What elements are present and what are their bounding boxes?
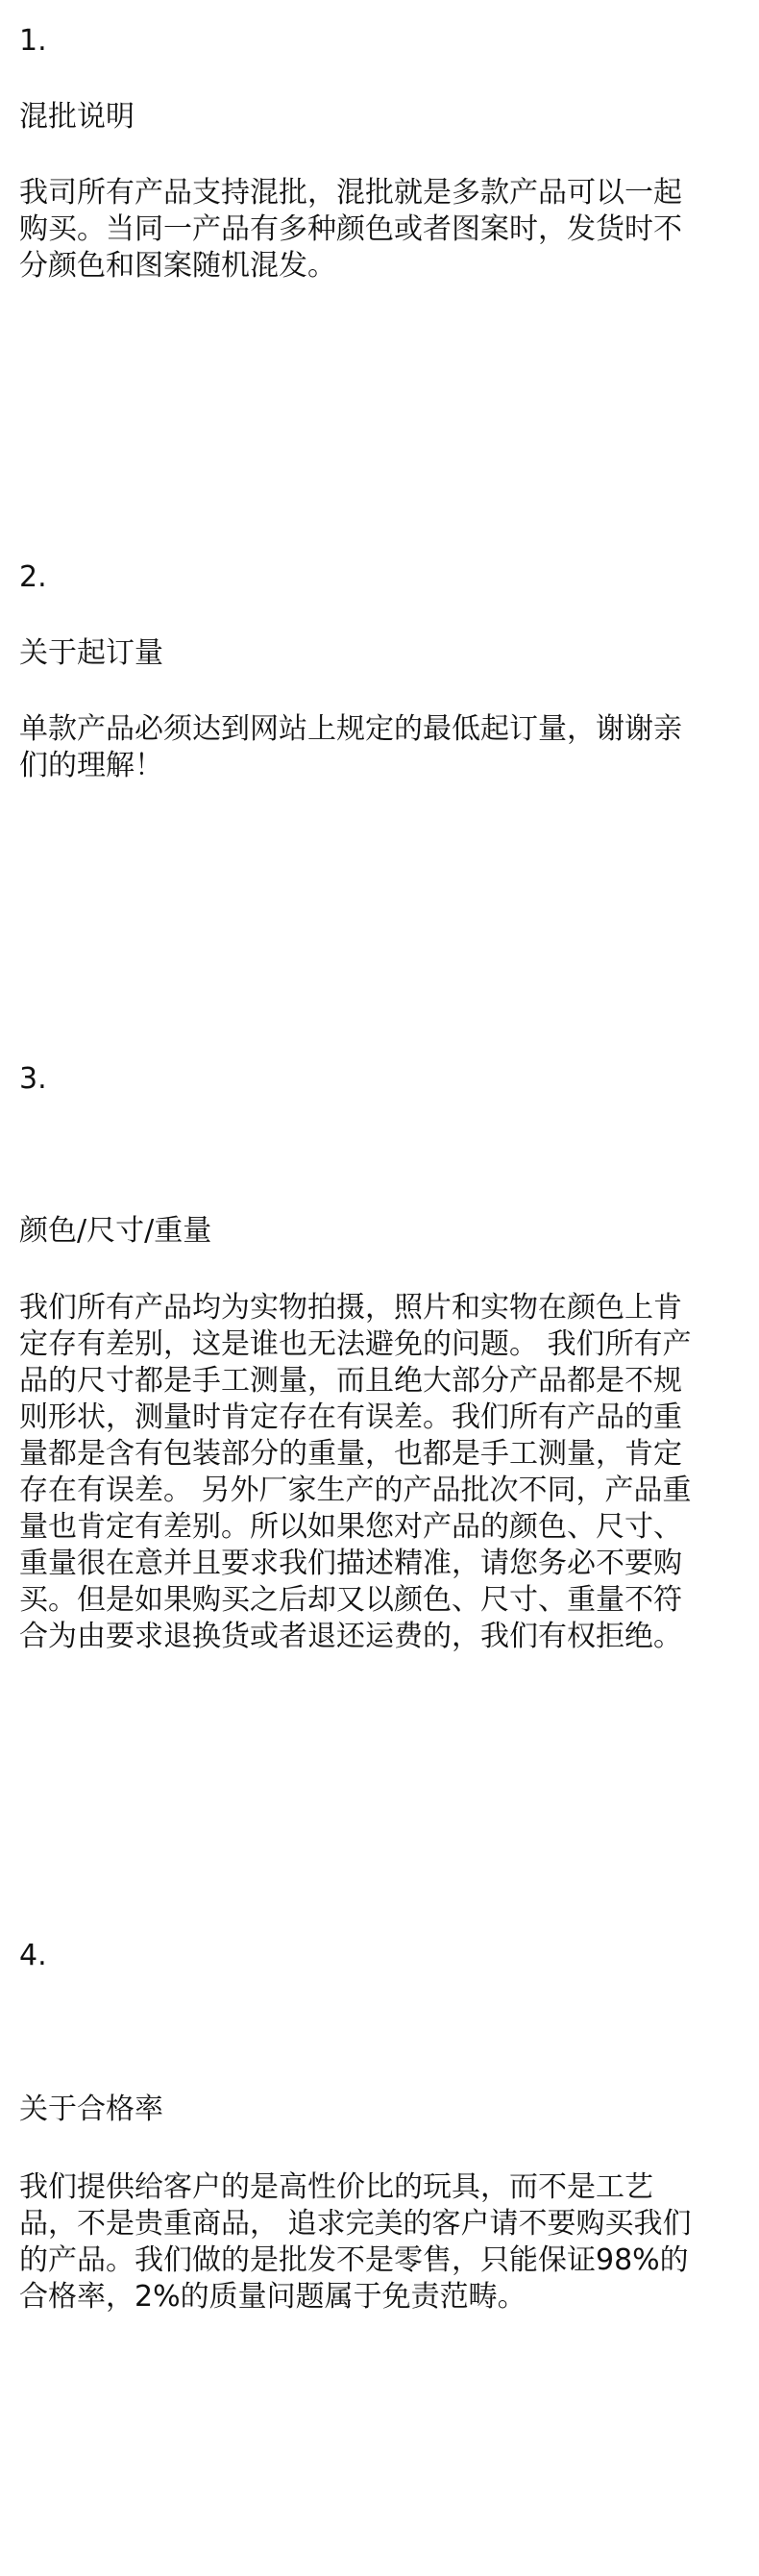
section-1-number: 1. xyxy=(19,24,47,58)
section-4-line: 品，不是贵重商品， 追求完美的客户请不要购买我们 xyxy=(19,2207,692,2241)
section-1-heading: 混批说明 xyxy=(19,100,135,134)
section-4-line: 合格率，2%的质量问题属于免责范畴。 xyxy=(19,2280,526,2314)
section-2-line: 们的理解！ xyxy=(19,749,163,782)
section-3-line: 买。但是如果购买之后却又以颜色、尺寸、重量不符 xyxy=(19,1583,682,1617)
section-3-number: 3. xyxy=(19,1062,47,1096)
section-4-line: 我们提供给客户的是高性价比的玩具，而不是工艺 xyxy=(19,2170,653,2204)
section-2-number: 2. xyxy=(19,560,47,594)
section-3-heading: 颜色/尺寸/重量 xyxy=(19,1214,212,1248)
section-2-line: 单款产品必须达到网站上规定的最低起订量，谢谢亲 xyxy=(19,712,682,746)
section-3-line: 重量很在意并且要求我们描述精准，请您务必不要购 xyxy=(19,1547,682,1580)
section-1-line: 分颜色和图案随机混发。 xyxy=(19,249,336,283)
section-3-body xyxy=(19,1290,692,1655)
section-3-line: 品的尺寸都是手工测量，而且绝大部分产品都是不规 xyxy=(19,1364,682,1398)
section-4-body xyxy=(19,2169,692,2316)
section-3-line: 我们所有产品均为实物拍摄，照片和实物在颜色上肯 xyxy=(19,1291,682,1325)
section-3-line: 量也肯定有差别。所以如果您对产品的颜色、尺寸、 xyxy=(19,1510,682,1544)
section-3-line: 则形状，测量时肯定存在有误差。我们所有产品的重 xyxy=(19,1400,682,1434)
section-3-line: 量都是含有包装部分的重量，也都是手工测量，肯定 xyxy=(19,1437,682,1471)
section-1-body xyxy=(19,175,682,285)
section-3-line: 定存有差别，这是谁也无法避免的问题。 我们所有产 xyxy=(19,1327,692,1361)
section-4-line: 的产品。我们做的是批发不是零售，只能保证98%的 xyxy=(19,2243,689,2277)
section-2-body xyxy=(19,711,682,784)
section-1-line: 我司所有产品支持混批，混批就是多款产品可以一起 xyxy=(19,176,682,210)
section-3-line: 合为由要求退换货或者退还运费的，我们有权拒绝。 xyxy=(19,1620,682,1653)
section-1-line: 购买。当同一产品有多种颜色或者图案时，发货时不 xyxy=(19,212,682,246)
section-3-line: 存在有误差。 另外厂家生产的产品批次不同，产品重 xyxy=(19,1474,692,1507)
section-4-heading: 关于合格率 xyxy=(19,2093,163,2126)
section-2-heading: 关于起订量 xyxy=(19,636,163,670)
section-4-number: 4. xyxy=(19,1939,47,1972)
